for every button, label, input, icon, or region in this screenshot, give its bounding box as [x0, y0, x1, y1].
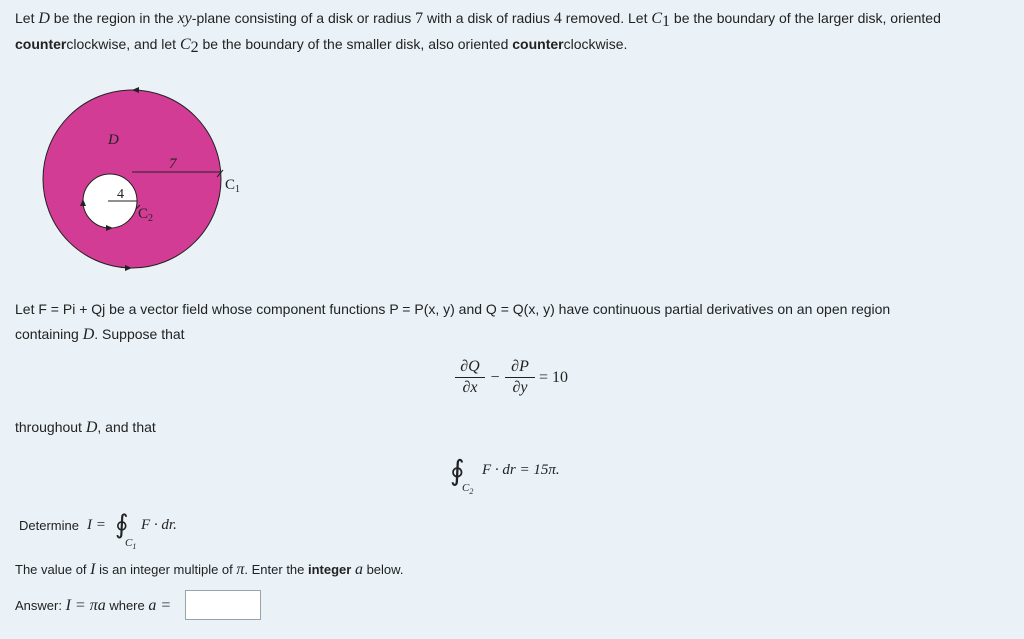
radius-outer: 7	[415, 10, 424, 27]
integral-lower-limit: $C_1$	[125, 537, 137, 551]
text: Answer:	[15, 598, 66, 613]
outer-disk	[43, 90, 221, 268]
field-line-2	[15, 324, 185, 345]
annulus-figure	[30, 78, 290, 278]
numerator: ∂P	[511, 358, 529, 375]
region-label: D	[108, 132, 119, 148]
var-I: I	[90, 561, 96, 578]
intro-text: with a disk of radius	[423, 10, 554, 26]
equation-rhs: = 10	[539, 369, 569, 386]
contour-integral-symbol: ∮	[450, 454, 465, 487]
determine-statement	[19, 510, 219, 556]
throughout-text	[15, 417, 156, 438]
inner-radius-label: 4	[117, 187, 124, 202]
integral-body: F · dr.	[141, 517, 177, 533]
intro-line-2	[15, 34, 627, 55]
intro-text: clockwise.	[563, 36, 628, 52]
contour-integral-symbol: ∮	[115, 510, 129, 540]
text: . Enter the	[244, 562, 308, 577]
radius-inner: 4	[553, 10, 562, 27]
intro-text: be the region in the	[49, 10, 178, 26]
intro-text: be the boundary of the smaller disk, also oriented	[198, 36, 513, 52]
bold-text: counter	[512, 36, 564, 52]
text: throughout	[15, 419, 86, 435]
field-text: containing	[15, 326, 83, 342]
equation-curl	[455, 358, 615, 402]
var-C2: C	[179, 36, 191, 53]
numerator: ∂Q	[460, 358, 480, 375]
var-I: I =	[87, 517, 106, 533]
text: below.	[362, 562, 404, 577]
intro-text: clockwise, and let	[66, 36, 180, 52]
intro-text: -plane consisting of a disk or radius	[191, 10, 416, 26]
var-D: D	[85, 419, 98, 436]
text: , and that	[97, 419, 156, 435]
var-xy: xy	[177, 10, 192, 27]
integral-lower-limit: $C_2$	[462, 482, 474, 496]
fraction-dQdx	[455, 358, 485, 397]
var-a: a	[354, 561, 363, 578]
integral-body: F · dr = 15π.	[482, 462, 560, 478]
intro-text: Let	[15, 10, 39, 26]
intro-line-1	[15, 8, 941, 29]
subscript: 2	[190, 39, 199, 56]
intro-text: be the boundary of the larger disk, oriented	[670, 10, 941, 26]
answer-expression: I = πa	[65, 597, 106, 614]
var-C1: C	[651, 10, 663, 27]
bold-text: counter	[15, 36, 67, 52]
denominator: ∂y	[512, 379, 528, 396]
var-a: a =	[148, 597, 172, 614]
bold-text: integer	[308, 562, 352, 577]
text: The value of	[15, 562, 91, 577]
field-line-1: Let F = Pi + Qj be a vector field whose component functions P = P(x, y) and Q = Q(x, y) have continuous partial derivatives on an open region	[15, 301, 891, 317]
equation-line-integral-c2	[450, 454, 630, 500]
denominator: ∂x	[462, 379, 478, 396]
field-text: . Suppose that	[94, 326, 185, 342]
fraction-dPdy	[505, 358, 535, 397]
answer-label	[15, 596, 171, 616]
answer-input[interactable]	[185, 590, 261, 620]
var-D: D	[82, 326, 95, 343]
intro-text: removed. Let	[561, 10, 652, 26]
outer-radius-label: 7	[169, 156, 177, 172]
text: where	[105, 598, 149, 613]
var-pi: π	[236, 561, 245, 578]
minus-sign: −	[490, 369, 500, 386]
c2-label: $C_2$	[138, 206, 154, 224]
determine-label: Determine	[19, 518, 79, 533]
text: is an integer multiple of	[95, 562, 237, 577]
c1-label: $C_1$	[225, 177, 241, 195]
subscript: 1	[662, 13, 671, 30]
value-instruction	[15, 560, 403, 580]
var-D: D	[38, 10, 50, 27]
